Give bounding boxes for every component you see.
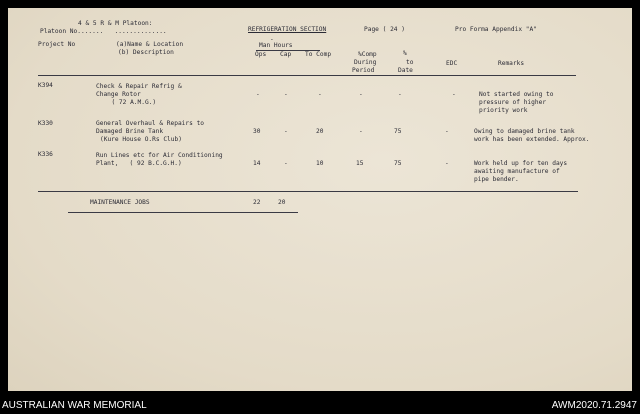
- col-description: (b) Description: [118, 49, 174, 56]
- col-ops: Ops: [255, 51, 267, 58]
- maintenance-label: MAINTENANCE JOBS: [90, 199, 150, 206]
- row-1-edc: -: [452, 91, 456, 98]
- row-1-ops: -: [256, 91, 260, 98]
- platoon-name: 4 & 5 R & M Platoon:: [78, 20, 153, 27]
- row-3-to-comp: 10: [316, 160, 324, 167]
- row-1-remarks-1: Not started owing to: [479, 91, 554, 98]
- row-2-remarks-1: Owing to damaged brine tank: [474, 128, 575, 135]
- col-to-date-1: to: [406, 59, 414, 66]
- row-2-cap: -: [284, 128, 288, 135]
- row-3-to-date: 75: [394, 160, 402, 167]
- row-3-remarks-3: pipe bender.: [474, 176, 519, 183]
- row-1-desc-3: ( 72 A.M.G.): [104, 99, 157, 106]
- row-2-to-date: 75: [394, 128, 402, 135]
- row-3-project: K336: [38, 151, 53, 158]
- row-1-remarks-3: priority work: [479, 107, 528, 114]
- row-1-remarks-2: pressure of higher: [479, 99, 547, 106]
- col-comp-during-3: Period: [352, 67, 375, 74]
- row-3-remarks-2: awaiting manufacture of: [474, 168, 560, 175]
- row-2-desc-3: (Kure House O.Rs Club): [100, 136, 182, 143]
- row-1-desc-1: Check & Repair Refrig &: [96, 83, 182, 90]
- row-1-during: -: [359, 91, 363, 98]
- row-2-project: K330: [38, 120, 53, 127]
- col-man-hours: Man Hours: [259, 42, 293, 49]
- col-remarks: Remarks: [498, 60, 525, 67]
- row-2-ops: 30: [253, 128, 261, 135]
- section-title: REFRIGERATION SECTION: [248, 26, 327, 33]
- row-2-remarks-2: work has been extended. Approx.: [474, 136, 590, 143]
- maintenance-cap: 20: [278, 199, 286, 206]
- col-project-no: Project No: [38, 41, 76, 48]
- row-1-desc-2: Change Rotor: [96, 91, 141, 98]
- row-3-edc: -: [445, 160, 449, 167]
- col-edc: EDC: [446, 60, 458, 67]
- maintenance-ops: 22: [253, 199, 261, 206]
- footer-archive-name: AUSTRALIAN WAR MEMORIAL: [2, 400, 147, 411]
- row-1-to-comp: -: [318, 91, 322, 98]
- col-to-date-2: Date: [398, 67, 413, 74]
- appendix-label: Pro Forma Appendix "A": [455, 26, 537, 33]
- col-comp-during-1: %Comp: [358, 51, 377, 58]
- platoon-line: Platoon No....... ..............: [40, 28, 167, 35]
- row-1-project: K394: [38, 82, 53, 89]
- row-3-ops: 14: [253, 160, 261, 167]
- col-comp-during-2: During: [354, 59, 377, 66]
- col-man-hours-mark: -: [270, 36, 274, 43]
- col-to-comp: To Comp: [305, 51, 332, 58]
- row-1-to-date: -: [398, 91, 402, 98]
- row-3-cap: -: [284, 160, 288, 167]
- rows-bottom-rule: [38, 191, 578, 192]
- col-name-location: (a)Name & Location: [116, 41, 184, 48]
- row-3-remarks-1: Work held up for ten days: [474, 160, 568, 167]
- row-2-desc-1: General Overhaul & Repairs to: [96, 120, 205, 127]
- row-3-desc-2: Plant, ( 92 B.C.G.H.): [96, 160, 182, 167]
- row-2-edc: -: [445, 128, 449, 135]
- row-2-desc-2: Damaged Brine Tank: [96, 128, 164, 135]
- page-number: Page ( 24 ): [364, 26, 405, 33]
- row-3-desc-1: Run Lines etc for Air Conditioning: [96, 152, 223, 159]
- row-2-during: -: [359, 128, 363, 135]
- row-2-to-comp: 20: [316, 128, 324, 135]
- document-page: [8, 8, 632, 391]
- maintenance-rule: [68, 212, 298, 213]
- col-cap: Cap: [280, 51, 292, 58]
- row-1-cap: -: [284, 91, 288, 98]
- row-3-during: 15: [356, 160, 364, 167]
- col-pct-mark: %: [403, 50, 407, 57]
- header-bottom-rule: [38, 75, 576, 76]
- footer-catalogue-id: AWM2020.71.2947: [551, 400, 637, 411]
